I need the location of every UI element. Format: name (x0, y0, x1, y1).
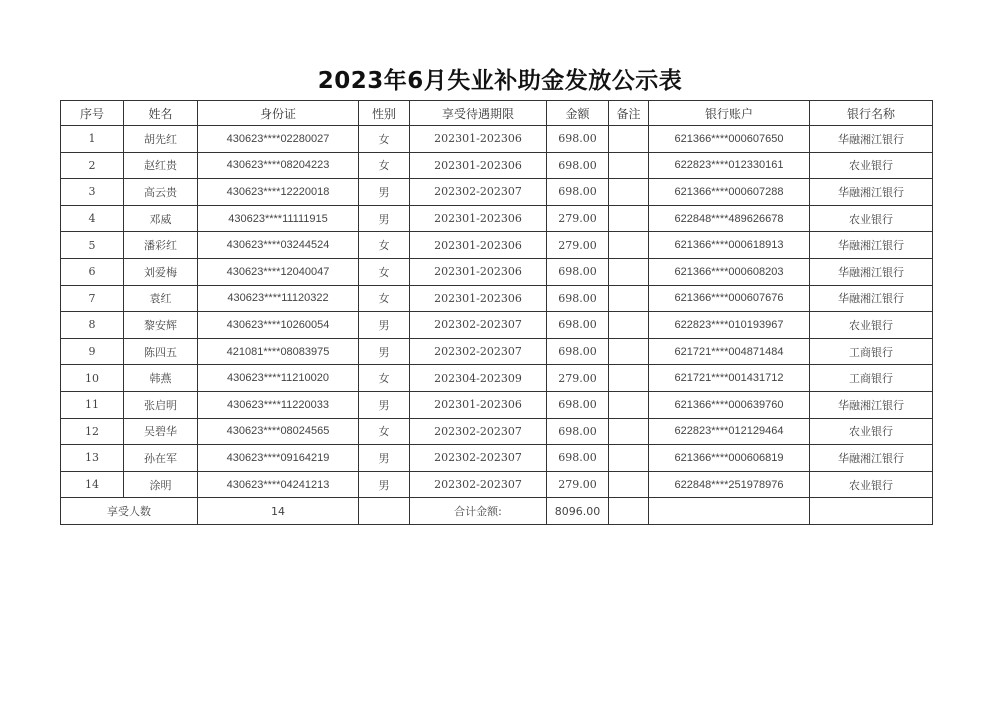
row-note (609, 232, 649, 259)
row-id-number: 430623****11111915 (198, 205, 359, 232)
row-name: 刘爱梅 (124, 258, 198, 285)
row-bank: 华融湘江银行 (810, 391, 933, 418)
row-id-number: 430623****12220018 (198, 179, 359, 206)
footer-empty-gender (359, 498, 410, 525)
total-label: 合计金额: (410, 498, 547, 525)
row-bank: 工商银行 (810, 365, 933, 392)
row-note (609, 338, 649, 365)
row-period: 202302-202307 (410, 418, 547, 445)
row-amount: 698.00 (547, 179, 609, 206)
table-row (61, 445, 933, 472)
total-value: 8096.00 (547, 498, 609, 525)
header-amount: 金额 (547, 101, 609, 126)
table-row (61, 179, 933, 206)
row-bank: 华融湘江银行 (810, 285, 933, 312)
row-period: 202301-202306 (410, 232, 547, 259)
row-amount: 279.00 (547, 471, 609, 498)
row-amount: 279.00 (547, 365, 609, 392)
row-gender: 女 (359, 126, 410, 153)
row-gender: 女 (359, 232, 410, 259)
row-name: 袁红 (124, 285, 198, 312)
footer-empty-note (609, 498, 649, 525)
row-period: 202301-202306 (410, 258, 547, 285)
row-account: 622848****251978976 (649, 471, 810, 498)
table-header-row (61, 101, 933, 126)
row-seq: 7 (61, 285, 124, 312)
row-amount: 698.00 (547, 338, 609, 365)
row-note (609, 391, 649, 418)
row-name: 邓威 (124, 205, 198, 232)
row-period: 202302-202307 (410, 445, 547, 472)
row-bank: 华融湘江银行 (810, 445, 933, 472)
row-account: 621366****000618913 (649, 232, 810, 259)
row-id-number: 430623****08204223 (198, 152, 359, 179)
row-name: 潘彩红 (124, 232, 198, 259)
row-note (609, 152, 649, 179)
row-seq: 13 (61, 445, 124, 472)
row-gender: 男 (359, 179, 410, 206)
row-name: 黎安辉 (124, 312, 198, 339)
table-row (61, 152, 933, 179)
row-note (609, 445, 649, 472)
row-period: 202302-202307 (410, 312, 547, 339)
row-seq: 1 (61, 126, 124, 153)
row-gender: 男 (359, 445, 410, 472)
table-row (61, 258, 933, 285)
table-row (61, 312, 933, 339)
row-seq: 12 (61, 418, 124, 445)
table-row (61, 418, 933, 445)
row-amount: 698.00 (547, 418, 609, 445)
count-label: 享受人数 (61, 498, 198, 525)
row-amount: 698.00 (547, 126, 609, 153)
row-gender: 男 (359, 391, 410, 418)
table-row (61, 338, 933, 365)
row-period: 202301-202306 (410, 126, 547, 153)
row-gender: 女 (359, 285, 410, 312)
row-amount: 698.00 (547, 152, 609, 179)
row-bank: 农业银行 (810, 471, 933, 498)
row-seq: 2 (61, 152, 124, 179)
row-name: 韩燕 (124, 365, 198, 392)
row-note (609, 418, 649, 445)
row-gender: 男 (359, 471, 410, 498)
row-account: 621721****004871484 (649, 338, 810, 365)
row-note (609, 258, 649, 285)
row-account: 621366****000607288 (649, 179, 810, 206)
row-period: 202301-202306 (410, 152, 547, 179)
table-row (61, 205, 933, 232)
row-period: 202302-202307 (410, 338, 547, 365)
row-period: 202301-202306 (410, 205, 547, 232)
footer-empty-bank (810, 498, 933, 525)
table-row (61, 365, 933, 392)
row-bank: 华融湘江银行 (810, 179, 933, 206)
header-period: 享受待遇期限 (410, 101, 547, 126)
row-name: 张启明 (124, 391, 198, 418)
row-gender: 男 (359, 205, 410, 232)
row-account: 622823****010193967 (649, 312, 810, 339)
row-name: 陈四五 (124, 338, 198, 365)
row-seq: 10 (61, 365, 124, 392)
row-id-number: 430623****09164219 (198, 445, 359, 472)
page-title: 2023年6月失业补助金发放公示表 (317, 68, 683, 94)
row-seq: 6 (61, 258, 124, 285)
row-amount: 698.00 (547, 258, 609, 285)
row-id-number: 430623****08024565 (198, 418, 359, 445)
row-account: 622848****489626678 (649, 205, 810, 232)
row-seq: 3 (61, 179, 124, 206)
row-note (609, 126, 649, 153)
row-seq: 8 (61, 312, 124, 339)
row-name: 胡先红 (124, 126, 198, 153)
row-period: 202301-202306 (410, 391, 547, 418)
row-account: 621721****001431712 (649, 365, 810, 392)
row-bank: 农业银行 (810, 312, 933, 339)
row-account: 622823****012129464 (649, 418, 810, 445)
row-amount: 698.00 (547, 445, 609, 472)
table-row (61, 126, 933, 153)
row-note (609, 205, 649, 232)
row-id-number: 430623****10260054 (198, 312, 359, 339)
row-account: 621366****000607676 (649, 285, 810, 312)
row-seq: 9 (61, 338, 124, 365)
table-body (61, 126, 933, 498)
row-bank: 工商银行 (810, 338, 933, 365)
row-id-number: 430623****03244524 (198, 232, 359, 259)
row-bank: 农业银行 (810, 152, 933, 179)
table-row (61, 391, 933, 418)
row-bank: 华融湘江银行 (810, 258, 933, 285)
row-bank: 华融湘江银行 (810, 232, 933, 259)
header-account: 银行账户 (649, 101, 810, 126)
row-gender: 男 (359, 312, 410, 339)
row-amount: 698.00 (547, 312, 609, 339)
table-footer-row (61, 498, 933, 525)
row-name: 吴碧华 (124, 418, 198, 445)
row-note (609, 285, 649, 312)
row-id-number: 430623****11210020 (198, 365, 359, 392)
row-gender: 女 (359, 418, 410, 445)
row-gender: 女 (359, 365, 410, 392)
row-id-number: 430623****12040047 (198, 258, 359, 285)
footer-empty-account (649, 498, 810, 525)
row-bank: 农业银行 (810, 205, 933, 232)
row-account: 622823****012330161 (649, 152, 810, 179)
row-period: 202302-202307 (410, 179, 547, 206)
header-seq: 序号 (61, 101, 124, 126)
row-account: 621366****000608203 (649, 258, 810, 285)
header-id: 身份证 (198, 101, 359, 126)
row-id-number: 430623****11120322 (198, 285, 359, 312)
row-name: 高云贵 (124, 179, 198, 206)
row-id-number: 421081****08083975 (198, 338, 359, 365)
row-id-number: 430623****02280027 (198, 126, 359, 153)
row-amount: 698.00 (547, 391, 609, 418)
header-bank: 银行名称 (810, 101, 933, 126)
row-note (609, 365, 649, 392)
row-seq: 11 (61, 391, 124, 418)
header-note: 备注 (609, 101, 649, 126)
row-amount: 279.00 (547, 232, 609, 259)
row-name: 涂明 (124, 471, 198, 498)
row-note (609, 471, 649, 498)
row-gender: 女 (359, 152, 410, 179)
table-row (61, 232, 933, 259)
row-account: 621366****000639760 (649, 391, 810, 418)
row-gender: 男 (359, 338, 410, 365)
table-row (61, 471, 933, 498)
row-id-number: 430623****04241213 (198, 471, 359, 498)
count-value: 14 (198, 498, 359, 525)
table-row (61, 285, 933, 312)
row-note (609, 312, 649, 339)
header-gender: 性别 (359, 101, 410, 126)
row-account: 621366****000606819 (649, 445, 810, 472)
row-bank: 华融湘江银行 (810, 126, 933, 153)
row-seq: 5 (61, 232, 124, 259)
row-gender: 女 (359, 258, 410, 285)
row-amount: 698.00 (547, 285, 609, 312)
row-name: 赵红贵 (124, 152, 198, 179)
row-note (609, 179, 649, 206)
row-period: 202304-202309 (410, 365, 547, 392)
row-period: 202301-202306 (410, 285, 547, 312)
row-amount: 279.00 (547, 205, 609, 232)
row-period: 202302-202307 (410, 471, 547, 498)
row-bank: 农业银行 (810, 418, 933, 445)
header-name: 姓名 (124, 101, 198, 126)
subsidy-table (60, 100, 933, 525)
row-account: 621366****000607650 (649, 126, 810, 153)
row-seq: 4 (61, 205, 124, 232)
row-seq: 14 (61, 471, 124, 498)
row-name: 孙在军 (124, 445, 198, 472)
row-id-number: 430623****11220033 (198, 391, 359, 418)
